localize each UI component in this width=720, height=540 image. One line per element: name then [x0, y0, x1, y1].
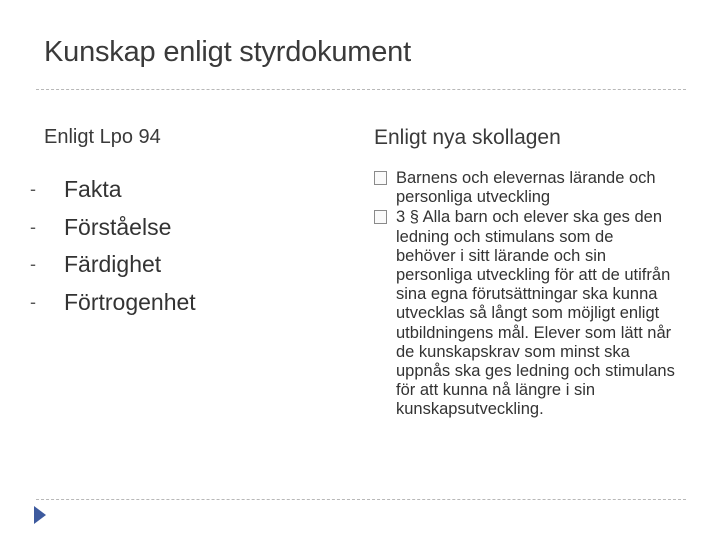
list-item [30, 209, 196, 247]
list-item-text: Barnens och elevernas lärande och personliga utveckling [396, 169, 656, 207]
list-item-label: Förståelse [64, 213, 172, 240]
list-item-text: 3 § Alla barn och elever ska ges den ledning och stimulans som de behöver i sitt lärande och sin personliga utveckling för att de utifrån sina egna förutsättningar ska kunna utvecklas så långt som möjligt enligt utbildningens mål. Elever som lätt når de kunskapskrav som minst ska uppnås ska ges ledning och stimulans för att kunna nå längre i sin kunskapsutveckling. [396, 208, 675, 419]
slide-title: Kunskap enligt styrdokument [44, 36, 411, 68]
list-item [30, 171, 196, 209]
left-column-list [30, 171, 196, 321]
play-arrow-icon[interactable] [34, 506, 46, 524]
box-marker-icon [374, 171, 387, 185]
list-item [30, 246, 196, 284]
list-item-label: Färdighet [64, 251, 162, 277]
dash-bullet: - [30, 216, 36, 237]
dash-bullet: - [30, 291, 36, 312]
right-column-heading: Enligt nya skollagen [374, 126, 561, 149]
box-marker-icon [374, 210, 387, 224]
right-column-list [374, 169, 676, 421]
list-item [30, 284, 196, 322]
list-item-label: Fakta [64, 176, 122, 202]
dash-bullet: - [30, 254, 36, 274]
list-item [374, 208, 676, 419]
bottom-divider [36, 499, 686, 500]
list-item [374, 169, 676, 207]
dash-bullet: - [30, 179, 36, 199]
list-item-label: Förtrogenhet [64, 288, 196, 315]
top-divider [36, 89, 686, 90]
left-column-heading: Enligt Lpo 94 [44, 126, 161, 148]
